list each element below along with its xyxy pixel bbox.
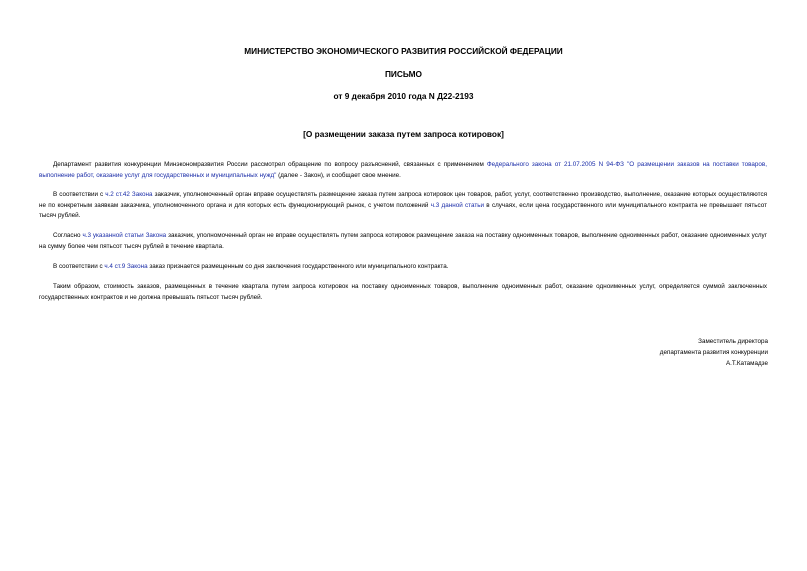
article-part-3-link[interactable]: ч.3 данной статьи: [430, 201, 485, 209]
document-type: ПИСЬМО: [384, 69, 423, 79]
paragraph-5: [39, 282, 767, 303]
paragraph-1: [39, 160, 767, 181]
document-subject: [О размещении заказа путем запроса котировок]: [303, 129, 504, 139]
paragraph-4-text-b: заказ признается размещенным со дня заключения государственного или муниципального контракта.: [147, 263, 449, 270]
paragraph-2-text-b: заказчик, уполномоченный орган вправе осуществлять размещение заказа путем запроса котировок цен товаров, работ, услуг, соответственно производство, выполнение, оказание которых осуществляются не по конкретным заявкам заказчика, уполномоченного органа и для которых есть функционирующий рынок, с учетом положений: [39, 191, 768, 209]
paragraph-2: [39, 190, 767, 222]
law-article-42-part-2-link[interactable]: ч.2 ст.42 Закона: [105, 191, 153, 198]
signature-department: департамента развития конкуренции: [659, 349, 768, 356]
paragraph-3-text-b: заказчик, уполномоченный орган не вправе осуществлять путем запроса котировок размещение заказа на поставку одноименных товаров, выполнение одноименных работ, оказание одноименных услуг на сумму более чем пятьсот тысяч рублей в течение квартала.: [39, 232, 767, 250]
paragraph-3-text-a: Согласно: [53, 232, 83, 239]
signature-block: [468, 336, 768, 369]
paragraph-4-text-a: В соответствии с: [53, 263, 105, 270]
paragraph-1-text-a: Департамент развития конкуренции Минэкономразвития России рассмотрел обращение по вопросу разъяснений, связанных с применением: [53, 161, 487, 168]
paragraph-3: [39, 231, 767, 252]
paragraph-2-text-a: В соответствии с: [53, 191, 106, 198]
article-part-3-law-link[interactable]: ч.3 указанной статьи Закона: [82, 232, 167, 239]
paragraph-2-text-c: в случаях, если цена государственного или муниципального контракта не превышает пятьсот тысяч рублей.: [39, 201, 767, 219]
document-date-number: от 9 декабря 2010 года N Д22-2193: [333, 91, 474, 101]
paragraph-5-text-a: Таким образом, стоимость заказов, размещенных в течение квартала путем запроса котировок на поставку одноименных товаров, выполнение одноименных работ, оказание одноименных услуг, определяется суммой заключенных государственных контрактов и не должна превышать пятьсот тысяч рублей.: [39, 283, 767, 301]
paragraph-4: [39, 262, 767, 273]
signature-name: А.Т.Катамадзе: [725, 360, 768, 367]
ministry-title: МИНИСТЕРСТВО ЭКОНОМИЧЕСКОГО РАЗВИТИЯ РОССИЙСКОЙ ФЕДЕРАЦИИ: [244, 46, 563, 56]
signature-position: Заместитель директора: [698, 338, 768, 345]
federal-law-link[interactable]: Федерального закона от 21.07.2005 N 94-ФЗ "О размещении заказов на поставки товаров, выполнение работ, оказание услуг для государственных и муниципальных нужд": [39, 161, 767, 179]
law-article-9-part-4-link[interactable]: ч.4 ст.9 Закона: [104, 263, 148, 270]
paragraph-1-text-b: (далее - Закон), и сообщает свое мнение.: [276, 171, 401, 179]
